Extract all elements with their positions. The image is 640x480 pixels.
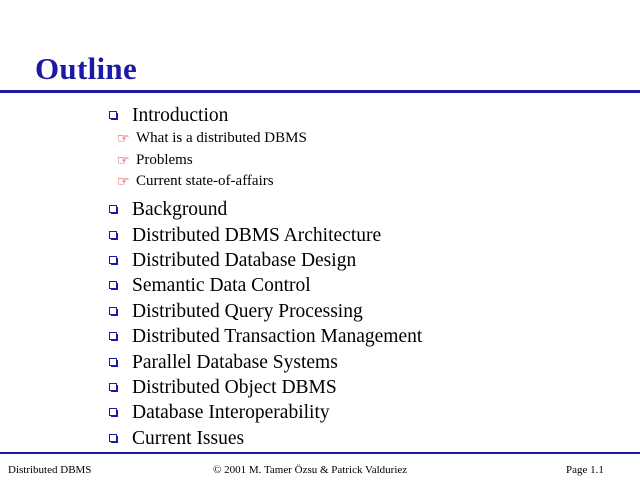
- outline-item-label: Distributed Database Design: [132, 250, 357, 272]
- outline-item-row: [108, 223, 422, 248]
- outline-item-row: [108, 248, 422, 273]
- slide-title: Outline: [35, 51, 138, 86]
- outline-item-row: [108, 299, 422, 324]
- outline-item-row: [108, 324, 422, 349]
- square-box-bullet-icon: [109, 205, 118, 214]
- square-box-bullet-icon: [109, 307, 118, 316]
- square-box-bullet-icon: [109, 256, 118, 265]
- outline-item-row: [108, 197, 422, 222]
- square-box-bullet-icon: [109, 434, 118, 443]
- outline-subitem: [108, 171, 422, 192]
- outline-item-row: [108, 426, 422, 451]
- outline-item: [108, 103, 422, 192]
- outline-item: [108, 375, 422, 400]
- outline-subitem-list: [108, 128, 422, 192]
- square-box-bullet-icon: [109, 231, 118, 240]
- outline-item-label: Distributed DBMS Architecture: [132, 224, 382, 246]
- outline-item-label: Database Interoperability: [132, 402, 330, 424]
- outline-subitem-label: Current state-of-affairs: [136, 172, 274, 189]
- pointing-hand-icon: ☞: [117, 131, 130, 148]
- outline-item-row: [108, 350, 422, 375]
- outline-item: [108, 223, 422, 248]
- outline-item-row: [108, 400, 422, 425]
- outline-item-label: Distributed Transaction Management: [132, 326, 423, 348]
- square-box-bullet-icon: [109, 332, 118, 341]
- outline-item: [108, 273, 422, 298]
- outline-item: [108, 248, 422, 273]
- outline-subitem-label: What is a distributed DBMS: [136, 130, 307, 147]
- outline-subitem-label: Problems: [136, 151, 193, 168]
- outline-item-row: [108, 103, 422, 128]
- square-box-bullet-icon: [109, 358, 118, 367]
- outline-item-label: Introduction: [132, 105, 229, 126]
- outline-item-label: Background: [132, 199, 228, 221]
- outline-item-label: Parallel Database Systems: [132, 351, 338, 373]
- outline-item: [108, 197, 422, 222]
- outline-item: [108, 426, 422, 451]
- outline-item: [108, 324, 422, 349]
- outline-item-row: [108, 375, 422, 400]
- footer-course-name: Distributed DBMS: [8, 464, 92, 476]
- pointing-hand-icon: ☞: [117, 152, 130, 169]
- outline-item-row: [108, 273, 422, 298]
- footer-copyright: © 2001 M. Tamer Özsu & Patrick Valduriez: [213, 464, 408, 476]
- outline-item: [108, 350, 422, 375]
- outline-subitem: [108, 150, 422, 171]
- pointing-hand-icon: ☞: [117, 173, 130, 190]
- outline-subitem: [108, 128, 422, 149]
- square-box-bullet-icon: [109, 111, 118, 120]
- footer-divider: [0, 452, 640, 454]
- outline-item: [108, 299, 422, 324]
- square-box-bullet-icon: [109, 281, 118, 290]
- title-divider: [0, 90, 640, 93]
- square-box-bullet-icon: [109, 383, 118, 392]
- outline-item-label: Distributed Query Processing: [132, 300, 363, 322]
- square-box-bullet-icon: [109, 408, 118, 417]
- outline-item-label: Current Issues: [132, 427, 245, 449]
- outline-item: [108, 400, 422, 425]
- footer-page-number: Page 1.1: [566, 464, 604, 476]
- outline-item-label: Semantic Data Control: [132, 275, 311, 297]
- outline-item-label: Distributed Object DBMS: [132, 377, 337, 399]
- outline-list: [108, 103, 422, 451]
